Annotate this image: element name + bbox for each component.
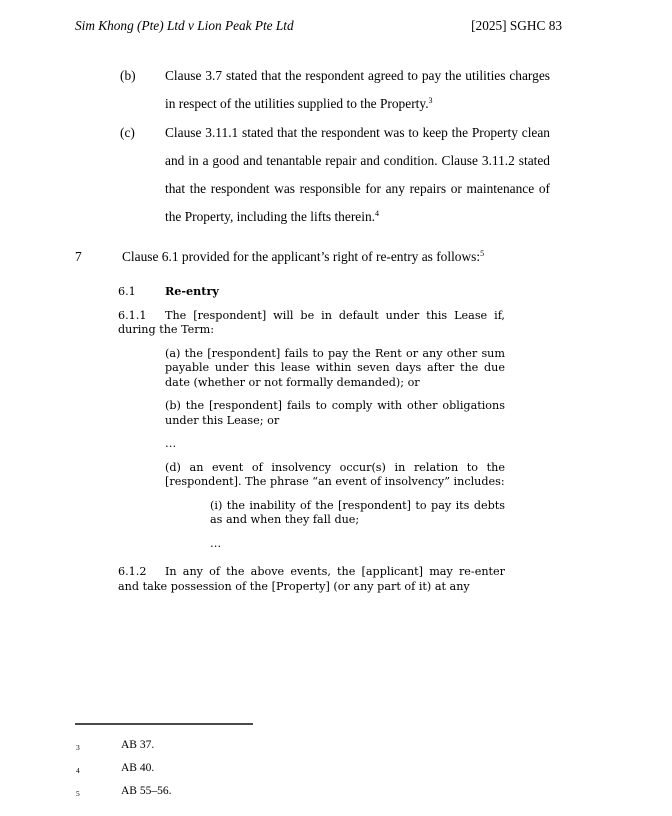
footnote-4-marker: 4 [76,766,80,775]
header-case-name: Sim Khong (Pte) Ltd v Lion Peak Pte Ltd [75,18,294,33]
clause-6-1-1-text: The [respondent] will be in default under this Lease if, during the Term: [118,308,505,337]
clause-sub-a: (a) the [respondent] fails to pay the Rent or any other sum payable under this lease within seven days after the due date (whether or not formally demanded); or [165,346,505,389]
quote-heading [118,284,505,300]
footnote-3 [75,734,253,757]
page-header [75,18,562,34]
list-item-c [75,119,550,231]
list-item-b-label: (b) [120,68,136,83]
clause-6-1-2-number: 6.1.2 [118,565,147,579]
footnote-5 [75,780,253,803]
list-item-c-label: (c) [120,125,135,140]
header-citation: [2025] SGHC 83 [471,18,562,33]
footnote-5-text: AB 55–56. [121,785,172,797]
footnote-ref-3: 3 [428,96,433,105]
footnote-ref-5: 5 [480,249,485,258]
quote-ellipsis-2: … [210,536,222,550]
list-item-b [75,62,550,118]
clause-6-1-1 [118,309,505,338]
clause-6-1-1-number: 6.1.1 [118,308,147,322]
footnote-4-text: AB 40. [121,762,155,774]
clause-sub-d: (d) an event of insolvency occur(s) in relation to the [respondent]. The phrase “an event of insolvency” includes: [165,460,505,489]
clause-6-1-2-text: In any of the above events, the [applicant] may re-enter and take possession of the [Property] (or any part of it) at any [118,565,505,593]
list-item-c-text: Clause 3.11.1 stated that the respondent was to keep the Property clean and in a good and tenantable repair and condition. Clause 3.11.2 stated that the respondent was responsible for any repairs or maintenance of the Property, including the lifts therein. [165,125,550,224]
paragraph-7-text: Clause 6.1 provided for the applicant’s right of re-entry as follows: [122,249,481,264]
footnote-3-marker: 3 [76,743,80,752]
footnotes-section [75,723,253,803]
judgment-body [75,62,550,594]
list-item-b-text: Clause 3.7 stated that the respondent agreed to pay the utilities charges in respect of the utilities supplied to the Property. [165,68,550,111]
clause-sub-d-i: (i) the inability of the [respondent] to pay its debts as and when they fall due; [210,498,505,527]
footnote-5-marker: 5 [76,789,80,798]
clause-6-1-2 [118,565,505,594]
footnote-3-text: AB 37. [121,739,155,751]
footnote-separator-rule [75,723,253,725]
quote-heading-title: Re-entry [165,284,219,299]
quote-ellipsis-1: … [165,437,177,451]
clause-sub-b: (b) the [respondent] fails to comply with other obligations under this Lease; or [165,399,505,427]
footnote-4 [75,757,253,780]
paragraph-7-number: 7 [75,249,82,264]
paragraph-7 [75,243,550,271]
footnote-ref-4: 4 [375,209,379,218]
lease-clause-quote [118,284,505,594]
quote-heading-number: 6.1 [118,285,136,299]
